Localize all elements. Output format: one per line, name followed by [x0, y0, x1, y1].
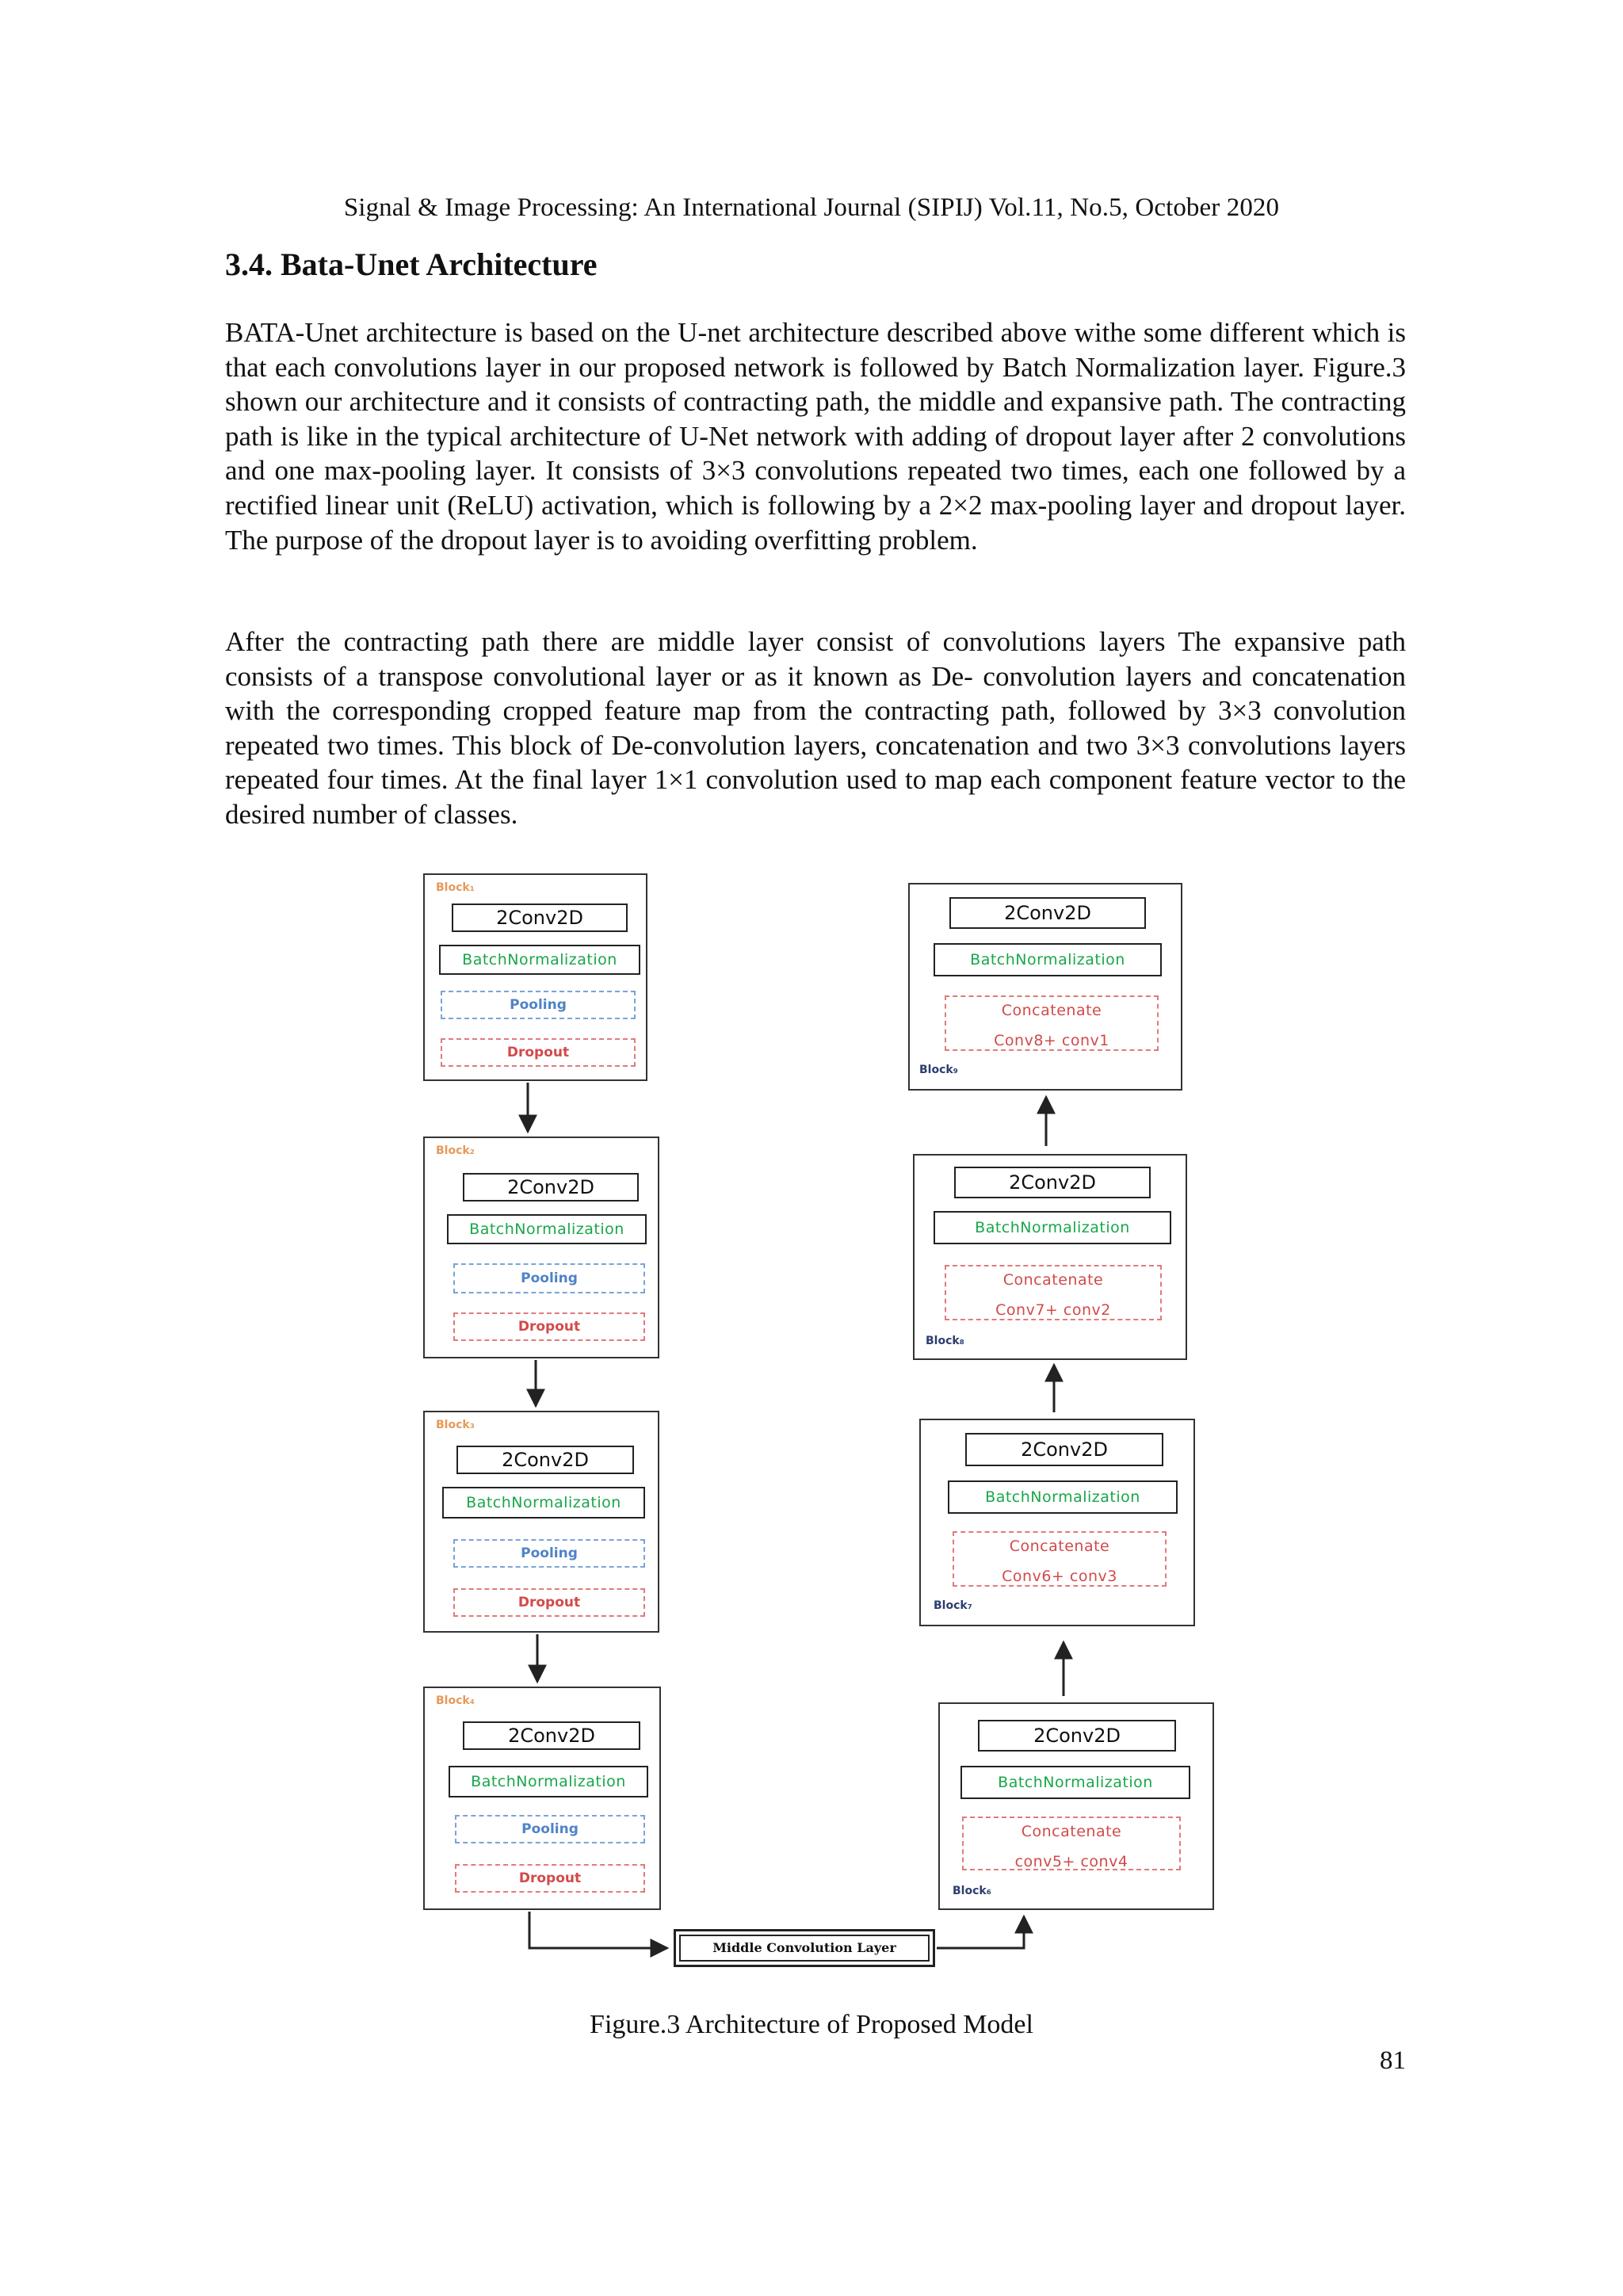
pooling-box: Pooling	[455, 1815, 645, 1843]
block-label: Block₄	[436, 1694, 475, 1707]
block-label: Block₃	[436, 1419, 475, 1431]
dropout-box: Dropout	[455, 1864, 645, 1893]
conv2d-box: 2Conv2D	[463, 1721, 640, 1750]
dropout-box: Dropout	[453, 1588, 645, 1617]
block-label: Block₇	[934, 1599, 972, 1612]
concat-inputs-label: Conv8+ conv1	[994, 1032, 1109, 1049]
conv2d-box: 2Conv2D	[978, 1720, 1176, 1752]
batchnorm-box: BatchNormalization	[447, 1214, 647, 1244]
pooling-box: Pooling	[453, 1539, 645, 1568]
concatenate-label: Concatenate	[1002, 1271, 1104, 1289]
arrow-from-middle	[937, 1916, 1024, 1948]
section-title: 3.4. Bata-Unet Architecture	[225, 246, 598, 282]
block-label: Block₆	[953, 1885, 991, 1897]
paragraph-2: After the contracting path there are middle layer consist of convolutions layers The expansive path consists of a transpose convolutional layer or as it known as De- convolution layers and concatenation with the corresponding cropped feature map from the contracting path, followed by 3×3 convolution repeated two times. This block of De-convolution layers, concatenation and two 3×3 convolutions layers repeated four times. At the final layer 1×1 convolution used to map each component feature vector to the desired number of classes.	[225, 626, 1406, 830]
page-number: 81	[1380, 2046, 1406, 2075]
batchnorm-box: BatchNormalization	[960, 1766, 1190, 1799]
concat-inputs-label: Conv6+ conv3	[1002, 1568, 1117, 1585]
pooling-box: Pooling	[453, 1263, 645, 1293]
block-label: Block₂	[436, 1144, 475, 1157]
concatenate-label: Concatenate	[1001, 1002, 1102, 1019]
conv2d-box: 2Conv2D	[463, 1173, 639, 1201]
dropout-box: Dropout	[453, 1312, 645, 1341]
conv2d-box: 2Conv2D	[452, 904, 628, 932]
pooling-box: Pooling	[441, 991, 636, 1019]
batchnorm-box: BatchNormalization	[449, 1766, 648, 1797]
batchnorm-box: BatchNormalization	[442, 1487, 645, 1519]
figure-caption: Figure.3 Architecture of Proposed Model	[590, 2010, 1033, 2039]
conv2d-box: 2Conv2D	[456, 1446, 634, 1474]
block-label: Block₉	[919, 1064, 958, 1076]
batchnorm-box: BatchNormalization	[439, 945, 640, 975]
conv2d-box: 2Conv2D	[965, 1433, 1163, 1466]
concatenate-label: Concatenate	[1021, 1823, 1122, 1840]
batchnorm-box: BatchNormalization	[934, 1211, 1171, 1244]
block-label: Block₈	[926, 1335, 964, 1347]
concat-inputs-label: conv5+ conv4	[1014, 1853, 1128, 1870]
block-label: Block₁	[436, 881, 475, 894]
conv2d-box: 2Conv2D	[954, 1167, 1151, 1198]
concatenate-label: Concatenate	[1009, 1538, 1110, 1555]
running-head: Signal & Image Processing: An International Journal (SIPIJ) Vol.11, No.5, October 2020	[343, 193, 1280, 222]
dropout-box: Dropout	[441, 1038, 636, 1067]
concat-inputs-label: Conv7+ conv2	[995, 1301, 1111, 1319]
conv2d-box: 2Conv2D	[949, 897, 1146, 929]
arrow-to-middle	[529, 1912, 667, 1948]
batchnorm-box: BatchNormalization	[934, 943, 1162, 976]
batchnorm-box: BatchNormalization	[948, 1480, 1178, 1514]
paragraph-1: BATA-Unet architecture is based on the U-net architecture described above withe some different which is that each convolutions layer in our proposed network is followed by Batch Normalization layer. Figure.3 shown our architecture and it consists of contracting path, the middle and expansive path. The contracting path is like in the typical architecture of U-Net network with adding of dropout layer after 2 convolutions and one max-pooling layer. It consists of 3×3 convolutions repeated two times, each one followed by a rectified linear unit (ReLU) activation, which is following by a 2×2 max-pooling layer and dropout layer. The purpose of the dropout layer is to avoiding overfitting problem.	[225, 317, 1406, 556]
middle-convolution-label: Middle Convolution Layer	[679, 1935, 930, 1962]
